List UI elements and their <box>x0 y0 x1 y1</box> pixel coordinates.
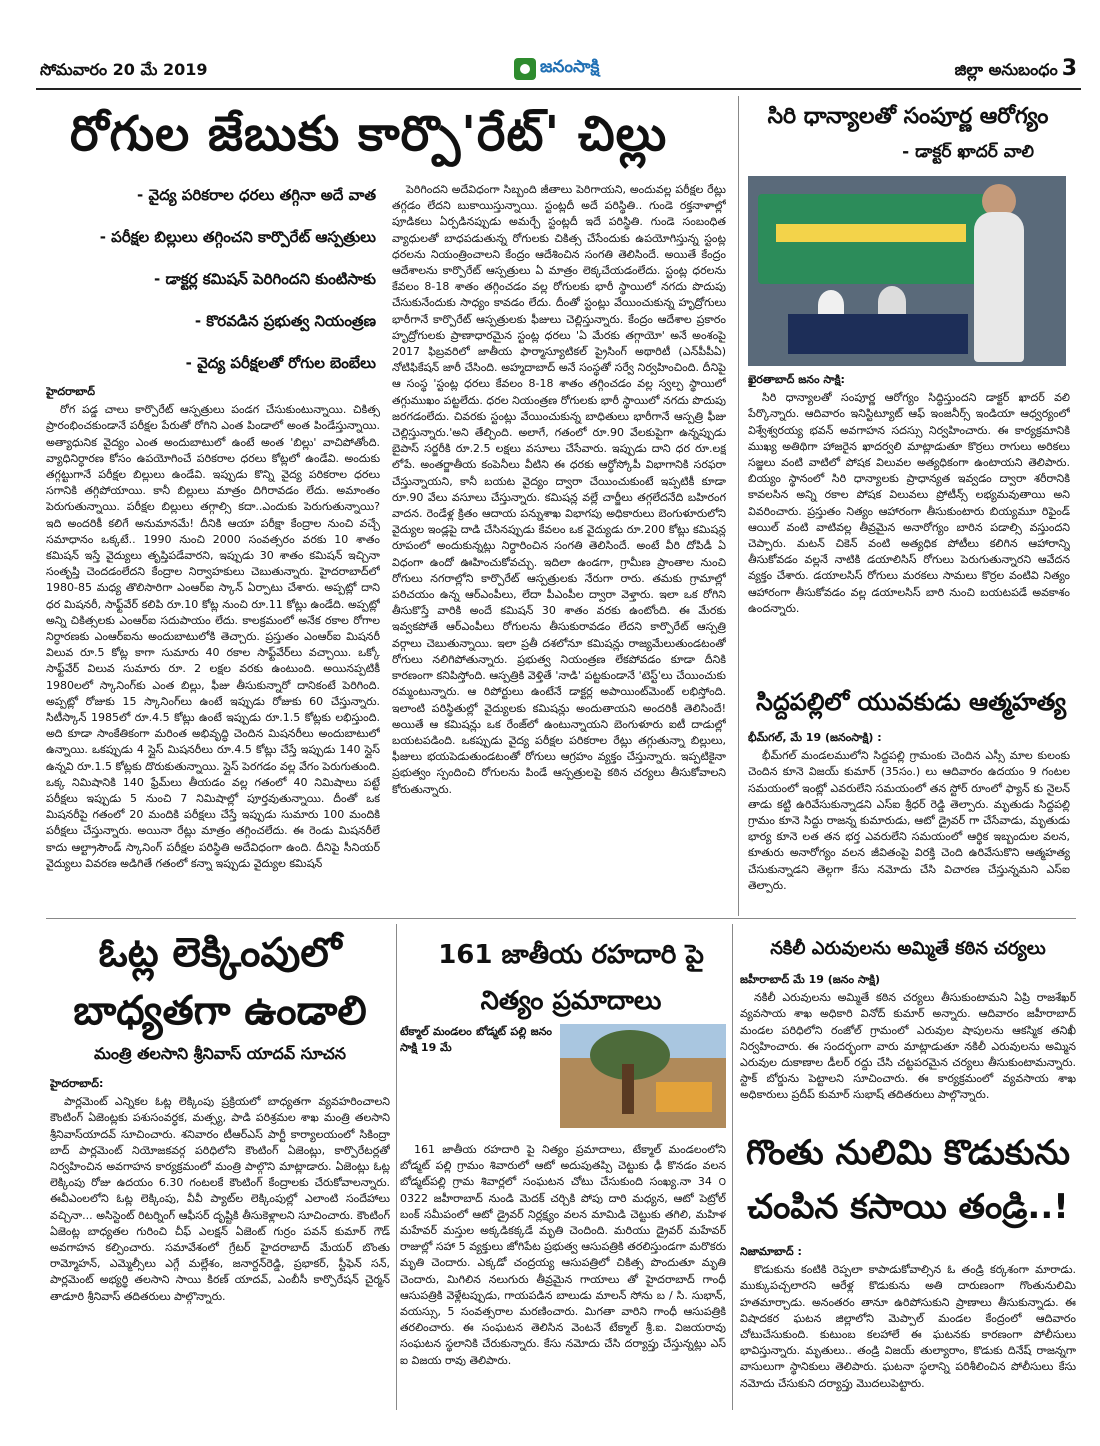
suicide-column <box>748 730 1070 914</box>
masthead <box>36 54 1081 86</box>
votes-subhead: మంత్రి తలసాని శ్రీనివాస్ యాదవ్ సూచన <box>93 1044 347 1063</box>
column-divider <box>732 924 733 1410</box>
masthead-rule <box>36 88 1081 90</box>
votes-dateline: హైదరాబాద్: <box>50 1077 104 1090</box>
column-divider <box>738 96 739 916</box>
lead-bullet: - పరీక్షల బిల్లులు తగ్గించని కార్పొరేట్ ఆస్పత్రులు <box>99 228 376 246</box>
votes-headline: ఓట్ల లెక్కింపులో బాధ్యతగా ఉండాలి <box>73 930 367 1034</box>
butcher-column <box>740 1244 1076 1408</box>
lead-body-2: పెరిగిందని అదేవిధంగా సిబ్బంది జీతాలు పెరిగాయని, అందువల్ల పరీక్షల రేట్లు తగ్గడం లేదని బుకాయిస్తున్నాయి. స్టంట్లదీ అదే పరిస్థితి.. గుండె రక్తనాళాల్లో పూడికలు ఏర్పడినప్పుడు అమర్చే స్టంట్లదీ ఇదే పరిస్థితి. గుండె సంబంధిత వ్యాధులతో బాధపడుతున్న రోగులకు చికిత్స చేసేందుకు ఉపయోగిస్తున్న స్టంట్ల ధరలను నియంత్రించాలని కేంద్రం ఆదేశించిన సంగతి తెలిసిందే. అయితే కేంద్రం ఆదేశాలను కార్పొరేట్ ఆస్పత్రులు ఏ మాత్రం లెక్కచేయడంలేదు. స్టంట్ల ధరలను కేవలం 8-18 శాతం తగ్గించడం వల్ల రోగులకు భారీ స్థాయిలో నగదు పొదుపు చేసుకునేందుకు సాధ్యం కావడం లేదు. దీంతో స్టంట్లు వేయించుకున్న హృద్రోగులు భారీగానే కార్పొరేట్ ఆస్పత్రులకు ఫీజులు చెల్లిస్తున్నారు. కేంద్రం ఆదేశాల ప్రకారం హృద్రోగులకు ప్రాణాధారమైన స్టంట్ల ధరలు 'ఏ మేరకు తగ్గాయో' అనే అంశంపై 2017 ఫిబ్రవరిలో జాతీయ ఫార్మాస్యూటికల్ ప్రైసింగ్ అథారిటీ (ఎన్‌పీపీఏ) నోటిఫికేషన్ జారీ చేసింది. అహ్మదాబాద్ అనే సంస్థతో సర్వే నిర్వహించింది. దీనిపై ఆ సంస్థ 'స్టంట్ల ధరలు కేవలం 8-18 శాతం తగ్గించడం వల్ల స్వల్ప స్థాయిలో తగ్గుముఖం పట్టలేదు. ధరల నియంత్రణ రోగులకు భారీ స్థాయిలో నగదు పొదుపు జరగడంలేదు. చివరకు స్టంట్లు వేయించుకున్న బాధితులు భారీగానే ఆస్పత్రి ఫీజు చెల్లిస్తున్నారు.'అని తేల్చింది. అలాగే, గతంలో రూ.90 వేలకుపైగా ఉన్నప్పుడు బైపాస్ సర్జరీకి రూ.2.5 లక్షలు వసూలు చేసేవారు. ఇప్పుడు దాని ధర రూ.లక్ష లోపే. అంతర్జాతీయ కంపెనీలు వీటిని ఈ ధరకు ఆర్థోస్కోపీ విభాగానికి సరఫరా చేస్తున్నాయని, కానీ బయట వైద్యం ద్వారా చేయించుకుంటే ఇప్పటికీ కూడా రూ.90 వేలు వసూలు చేస్తున్నారు. కమిషన్ల వల్లే చార్జీలు తగ్గలేదనేది బహిరంగ వాదన. రెండేళ్ల క్రితం ఆదాయ పన్నుశాఖ విభాగపు అధికారులు బెంగుళూరులోని వైద్యుల ఇండ్లపై దాడి చేసినప్పుడు కేవలం ఒక వైద్యుడు రూ.200 కోట్లు కమిషన్ల రూపంలో అందుకున్నట్లు నిర్ధారించిన సంగతి తెలిసిందే. అంటే వీరి దోపిడీ ఏ విధంగా ఉందో ఊహించుకోవచ్చు. ఇదిలా ఉండగా, గ్రామీణ ప్రాంతాల నుంచి రోగులు నగరాల్లోని కార్పొరేట్ ఆస్పత్రులకు నేరుగా రారు. తమకు గ్రామాల్లో పరిచయం ఉన్న ఆర్ఎంపీలు, లేదా పీఎంపీల ద్వారా వెళ్తారు. ఇలా ఒక రోగిని తీసుకొస్తే వారికి అందే కమిషన్ 30 శాతం వరకు ఉంటోంది. ఈ మేరకు ఇవ్వకపోతే ఆర్ఎంపీలు రోగులను తీసుకురావడం లేదని కార్పొరేట్ ఆస్పత్రి వర్గాలు చెబుతున్నాయి. ఇలా ప్రతీ దశలోనూ కమిషన్లు రాజ్యమేలుతుండటంతో రోగులు నలిగిపోతున్నారు. ప్రభుత్వ నియంత్రణ లేకపోవడం కూడా దీనికి కారణంగా కనిపిస్తోంది. ఆస్పత్రికి వెళ్తితే 'నాడి' పట్టకుండానే 'టెస్ట్'లు చేయించుకు రమ్మంటున్నారు. ఆ రిపోర్టులు ఉంటేనే డాక్టర్ల అపాయింట్‌మెంట్ లభిస్తోంది. ఇలాంటి పరిస్థితుల్లో వైద్యులకు కమిషన్లు అందుతాయని అందరికీ తెలిసిందే! అయితే ఆ కమిషన్లు ఒక రేంజ్‌లో ఉంటున్నాయని బెంగుళూరు ఐటీ దాడుల్లో బయటపడింది. ఒకప్పుడు వైద్య పరీక్షల పరికరాల రేట్లు తగ్గుతున్నా బిల్లులు, ఫీజులు భయపెడుతుండటంతో రోగులు ఆగ్రహం వ్యక్తం చేస్తున్నారు. ఇప్పటికైనా ప్రభుత్వం స్పందించి రోగులను పిండే ఆస్పత్రులపై కఠిన చర్యలు తీసుకోవాలని కోరుతున్నారు. <box>392 183 726 796</box>
lead-bullet: - వైద్య పరీక్షలతో రోగుల బెంబేలు <box>185 354 376 372</box>
highway-body: 161 జాతీయ రహదారి పై నిత్యం ప్రమాదాలు, టేక్మాల్ మండలంలోని బోడ్మట్ పల్లి గ్రామం శివారులో ఆటో అదుపుతప్పి చెట్టుకు ఢీ కొనడం వలన బోడ్మట్‌పల్లి గ్రామ శివార్లలో సంఘటన చోటు చేసుకుంది సంఖ్య.నా 34 ౦ 0322 జహీరాబాద్ నుండి మెదక్ చర్చికి పోపు దారి మధ్యన, ఆటో పెట్రోల్ బంక్ సమీపంలో ఆటో డ్రైవర్ నిర్లక్ష్యం వలన మామిడి చెట్టుకు తగిలి, మహిళ మహేవర్ మస్తుల అక్కడికక్కడే మృతి చెందింది. మరియు డ్రైవర్ మహేవర్ రాజుల్లో సహా 5 వ్యక్తులు జోగిపేట ప్రభుత్వ ఆసుపత్రికి తరలిస్తుండగా మరొకరు మృతి చెందారు. ఎక్కడో చంద్రయ్య ఆసుపత్రిలో చికిత్స పొందుతూ మృతి చెందారు, మిగిలిన నలుగురు తీవ్రమైన గాయాలు తో హైదరాబాద్ గాంధీ ఆసుపత్రికి వెళ్లేటప్పుడు, గాయపడిన బాలుడు మాలన్ సోను బ / సి. సుభాన్, వయస్సు, 5 సంవత్సరాల మరణించారు. మిగతా వారిని గాంధీ ఆసుపత్రికి తరలించారు. ఈ సంఘటన తెలిసిన వెంటనే టేక్మాల్ శ్రీ.ఐ. విజయరావు సంఘటన స్థలానికి చేరుకున్నారు. కేసు నమోదు చేసి దర్యాప్తు చేస్తున్నట్లు ఎస్ ఐ విజయ రావు తెలిపారు. <box>400 1143 726 1367</box>
section-label <box>955 56 1077 83</box>
newspaper-name: జనంసాక్షి <box>540 57 600 77</box>
accident-photo <box>560 1024 726 1128</box>
lead-column-1 <box>46 384 380 912</box>
seminar-photo <box>748 176 1066 366</box>
issue-date: సోమవారం 20 మే 2019 <box>40 60 208 79</box>
highway-column-top <box>400 1024 552 1136</box>
section-name: జిల్లా అనుబంధం <box>954 60 1058 79</box>
butcher-body: కొడుకును కంటికి రెప్పలా కాపాడుకోవాల్సిన ఓ తండ్రి కర్కశంగా మారాడు. ముక్కుపచ్చలారని ఆరేళ్ల కొడుకును అతి దారుణంగా గొంతునులిమి హతమార్చాడు. అనంతరం తానూ ఉరిపోసుకుని ప్రాణాలు తీసుకున్నాడు. ఈ విషాదకర ఘటన జిల్లాలోని మెప్పాల్ మండల కేంద్రంలో ఆదివారం చోటుచేసుకుంది. కుటుంబ కలహాలే ఈ ఘటనకు కారణంగా పోలీసులు భావిస్తున్నారు. మృతులు.. తండ్రి విజయ్ తుల్యారాం, కొడుకు దినేష్ రాజన్నగా వాసులుగా స్థానికులు తెలిపారు. ఘటనా స్థలాన్ని పరిశీలించిన పోలీసులు కేసు నమోదు చేసుకుని దర్యాప్తు మొదలుపెట్టారు. <box>740 1263 1076 1390</box>
butcher-headline: గొంతు నులిమి కొడుకును చంపిన కసాయి తండ్రి..! <box>746 1133 1070 1227</box>
newspaper-logo <box>514 54 599 84</box>
millet-byline: - డాక్టర్ ఖాదర్ వాలి <box>902 142 1034 162</box>
millet-headline: సిరి ధాన్యాలతో సంపూర్ణ ఆరోగ్యం <box>767 104 1049 129</box>
fertilizer-column <box>740 972 1076 1120</box>
lead-bullets <box>46 186 376 396</box>
suicide-body: భీమ్‌గల్ మండలములోని సిద్దపల్లి గ్రామంకు చెందిన ఎస్సీ మాల కులంకు చెందిన కూనె విజయ్ కుమార్ (35సం.) లు ఆదివారం ఉదయం 9 గంటల సమయంలో ఇంట్లో ఎవరులేని సమయంలో తన స్టోర్ రూంలో ఫ్యాన్ కు నైలన్ తాడు కట్టి ఉరివేసుకున్నాడని ఎస్ఐ శ్రీధర్ రెడ్డి తెల్పారు. మృతుడు సిద్దపల్లి గ్రామం కూనె సిద్దు రాజన్న కుమారుడు, ఆటో డ్రైవర్ గా చేసేవాడు, మృతుడు భార్య కూనె లత తన భర్త ఎవరులేని సమయంలో ఆర్థిక ఇబ్బందుల వలన, కూతురు అనారోగ్యం వలన జీవితంపై విరక్తి చెంది ఉరివేసుకొని ఆత్మహత్య చేసుకున్నాడని తెల్గగా కేసు నమోదు చేసి విచారణ చేస్తున్నమని ఎస్ఐ తెల్పారు. <box>748 749 1070 892</box>
column-divider <box>396 924 397 1410</box>
section-divider <box>46 918 1076 919</box>
logo-emblem-icon <box>514 58 536 80</box>
votes-body: పార్లమెంట్ ఎన్నికల ఓట్ల లెక్కింపు ప్రక్రియలో బాధ్యతగా వ్యవహరించాలని కౌంటింగ్ ఏజెంట్లకు పశుసంవర్ధక, మత్స్య, పాడి పరిశ్రమల శాఖ మంత్రి తలసాని శ్రీనివాస్‌యాదవ్ సూచించారు. శనివారం టీఆర్ఎస్ పార్టీ కార్యాలయంలో సికింద్రా బాద్ పార్లమెంట్ నియోజకవర్గ పరిధిలోని కౌంటింగ్ ఏజెంట్లు, కార్పొరేటర్లతో నిర్వహించిన అవగాహన కార్యక్రమంలో మంత్రి పాల్గొని మాట్లాడారు. ఏజెంట్లు ఓట్ల లెక్కింపు రోజు ఉదయం 6.30 గంటలకే కౌంటింగ్ కేంద్రాలకు చేరుకోవాలన్నారు. ఈవీఎంలలోని ఓట్ల లెక్కింపు, వీవీ ప్యాట్‌ల లెక్కింపుల్లో ఎలాంటి సందేహాలు వచ్చినా... అసిస్టెంట్ రిటర్నింగ్ ఆఫీసర్ దృష్టికి తీసుకెళ్లాలని సూచించారు. కౌంటింగ్ ఏజెంట్ల బాధ్యతల గురించి చీఫ్ ఎలక్షన్ ఏజెంట్ గుర్రం పవన్ కుమార్ గౌడ్ అవగాహన కల్పించారు. సమావేశంలో గ్రేటర్ హైదరాబాద్ మేయర్ బొంతు రామ్మోహన్, ఎమ్మెల్సీలు ఎగ్గే మల్లేశం, జనార్దన్‌రెడ్డి, ప్రభాకర్, స్టీఫెన్ సన్, పార్లమెంట్ అభ్యర్థి తలసాని సాయి కిరణ్ యాదవ్, ఎంబీసీ కార్పొరేషన్ చైర్మన్ తాడూరి శ్రీనివాస్ తదితరులు పాల్గొన్నారు. <box>50 1095 390 1303</box>
suicide-dateline: భీమ్‌గల్, మే 19 (జనంసాక్షి) : <box>748 731 882 744</box>
highway-dateline: టేక్మాల్ మండలం బోడ్మట్ పల్లి జనం సాక్షి 19 మే <box>400 1025 552 1055</box>
highway-column <box>400 1142 726 1406</box>
page-number: 3 <box>1061 56 1077 81</box>
lead-bullet: - వైద్య పరికరాల ధరలు తగ్గినా అదే వాత <box>137 186 376 204</box>
lead-bullet: - కొరవడిన ప్రభుత్వ నియంత్రణ <box>194 312 376 330</box>
suicide-headline: సిద్దపల్లిలో యువకుడు ఆత్మహత్య <box>756 688 1067 716</box>
lead-dateline: హైదరాబాద్ <box>46 385 95 398</box>
fertilizer-headline: నకిలీ ఎరువులను అమ్మితే కఠిన చర్యలు <box>770 938 1046 959</box>
highway-headline: 161 జాతీయ రహదారి పై నిత్యం ప్రమాదాలు <box>438 940 704 1016</box>
millet-column <box>748 372 1070 676</box>
lead-column-2 <box>392 182 726 912</box>
fertilizer-body: నకిలీ ఎరువులను అమ్మితే కఠిన చర్యలు తీసుకుంటామని ఏప్రి రాజశేఖర్ వ్యవసాయ శాఖ అధికారి వినోద్ కుమార్ అన్నారు. ఆదివారం జహీరాబాద్ మండల పరిధిలోని రంజోల్ గ్రామంలో ఎరువుల షాపులను ఆకస్మిక తనిఖీ నిర్వహించారు. ఈ సందర్భంగా వారు మాట్లాడుతూ నకిలీ ఎరువులను అమ్మిన ఎరువుల దుకాణాల డీలర్ రద్దు చేసి చట్టపరమైన చర్యలు తీసుకుంటామన్నారు. స్టాక్ బోర్డును పెట్టాలని సూచించారు. ఈ కార్యక్రమంలో వ్యవసాయ శాఖ అధికారులు ప్రదీప్ కుమార్ సుభాష్ తదితరులు పాల్గొన్నారు. <box>740 991 1076 1102</box>
lead-body-1: రోగ పడ్డ చాలు కార్పొరేట్ ఆస్పత్రులు పండగ చేసుకుంటున్నాయి. చికిత్స ప్రారంభించకుండానే పరీక్షల పేరుతో రోగిని ఎంత పిండాలో అంత పిండేస్తున్నాయి. అత్యాధునిక వైద్యం ఎంత అందుబాటులో ఉంటే అంత 'బిల్లు' వాచిపోతోంది. వ్యాధినిర్ధారణ కోసం ఉపయోగించే పరికరాల ధరలు కోట్లలో ఉండేవి. అందుకు తగ్గట్టుగానే పరీక్షల బిల్లులు ఉండేవి. ఇప్పుడు కొన్ని వైద్య పరికరాల ధరలు సగానికి తగ్గిపోయాయి. కానీ బిల్లులు మాత్రం దిగిరావడం లేదు. అమాంతం పెరుగుతున్నాయి. పరీక్షల బిల్లులు తగ్గాల్సి కదా..ఎందుకు పెరుగుతున్నాయి? ఇది అందరికీ కలిగే అనుమానమే! దీనికి ఆయా పరీక్షా కేంద్రాల నుంచి వచ్చే సమాధానం ఒక్కటే.. 1990 నుంచి 2000 సంవత్సరం వరకు 10 శాతం కమిషన్ ఇస్తే వైద్యులు తృప్తిపడేవారని, ఇప్పుడు 30 శాతం కమిషన్ ఇచ్చినా సంతృప్తి చెందడంలేదని కేంద్రాల నిర్వాహకులు చెబుతున్నారు. హైదరాబాద్‌లో 1980-85 మధ్య తొలిసారిగా ఎంఆర్ఐ స్కాన్ ఏర్పాటు చేశారు. అప్పట్లో దాని ధర మిషనరీ, సాఫ్ట్‌వేర్ కలిపి రూ.10 కోట్ల నుంచి రూ.11 కోట్లు ఉండేది. అప్పట్లో అన్ని చికిత్సలకు ఎంఆర్ఐ సదుపాయం లేదు. కాలక్రమంలో అనేక రకాల రోగాల నిర్ధారణకు ఎంఆర్ఐను అందుబాటులోకి తెచ్చారు. ప్రస్తుతం ఎంఆర్ఐ మిషనరీ విలువ రూ.5 కోట్ల కాగా సుమారు 40 రకాల సాఫ్ట్‌వేర్‌లు వచ్చాయి. ఒక్కో సాఫ్ట్‌వేర్ విలువ సుమారు రూ. 2 లక్షల వరకు ఉంటుంది. అయినప్పటికీ 1980లలో స్కానింగ్‌కు ఎంత బిల్లు, ఫీజు తీసుకున్నారో దానికంటే పెరిగింది. అప్పట్లో రోజుకు 15 స్కానింగ్‌లు ఉంటే ఇప్పుడు రోజుకు 60 చేస్తున్నారు. సిటీస్కాన్ 1985లో రూ.4.5 కోట్లు ఉంటే ఇప్పుడు రూ.1.5 కోట్లకు లభిస్తుంది. అది కూడా సాంకేతికంగా మరింత అభివృద్ధి చెందిన మిషనరీలు అందుబాటులో ఉన్నాయి. ఒకప్పుడు 4 స్లైస్ మిషనరీలు రూ.4.5 కోట్లు చేస్తే ఇప్పుడు 140 స్లైస్ ఉన్నవి రూ.1.5 కోట్లకు దొరుకుతున్నాయి. స్లైస్ పెరగడం వల్ల వేగం పెరుగుతుంది. ఒక్క నిమిషానికి 140 ఫ్రేమ్‌లు తీయడం వల్ల గతంలో 40 నిమిషాలు పట్టే పరీక్షలు ఇప్పుడు 5 నుంచి 7 నిమిషాల్లో పూర్తవుతున్నాయి. దీంతో ఒక మిషనరీపై గతంలో 20 మందికి పరీక్షలు చేస్తే ఇప్పుడు సుమారు 100 మందికి పరీక్షలు చేస్తున్నారు. అయినా రేట్లు మాత్రం తగ్గించలేదు. ఈ రెండు మిషనరీలే కాదు ఆల్ట్రాసౌండ్ స్కానింగ్ పరీక్షల పరిస్థితి అదేవిధంగా ఉంది. దీనిపై సీనియర్ వైద్యులు వివరణ అడిగితే గతంలో కన్నా ఇప్పుడు వైద్యుల కమిషన్ <box>46 403 380 870</box>
millet-body: సిరి ధాన్యాలతో సంపూర్ణ ఆరోగ్యం సిద్ధిస్తుందని డాక్టర్ ఖాదర్ వలి పేర్కొన్నారు. ఆదివారం ఇనిస్టిట్యూట్ ఆఫ్ ఇంజనీర్స్ ఇండియా ఆధ్వర్యంలో విశ్వేశ్వరయ్య భవన్ అవగాహన సదస్సు నిర్వహించారు. ఈ కార్యక్రమానికి ముఖ్య అతిథిగా హాజరైన ఖాదర్వలి మాట్లాడుతూ కొర్రలు రాగులు అరికలు సజ్జలు వంటి వాటిలో పోషక విలువల అత్యధికంగా ఉంటాయని తెలిపారు. బియ్యం స్థానంలో సిరి ధాన్యాలకు ప్రాధాన్యత ఇవ్వడం ద్వారా శరీరానికి కావలసిన అన్ని రకాల పోషక విలువలు ప్రోటీన్స్ లభ్యమవుతాయి అని వివరించారు. ప్రస్తుతం నిత్యం ఆహారంగా తీసుకుంటారు బియ్యమూ రిఫైండ్ ఆయిల్ వంటి వాటివల్ల తీవ్రమైన అనారోగ్యం బారిన పడాల్సి వస్తుందని చెప్పారు. మటన్ చికెన్ వంటి అత్యధిక పోటీలు కలిగిన ఆహారాన్ని తీసుకోవడం వల్లనే నాటికి డయాలిసిస్ రోగులు పెరుగుతున్నారని ఆవేదన వ్యక్తం చేశారు. డయాలసిస్ రోగులు మరకలు సామలు కొర్రల వంటివి నిత్యం ఆహారంగా తీసుకోవడం వల్ల డయాలసిస్ బారి నుంచి బయటపడే అవకాశం ఉందన్నారు. <box>748 391 1070 615</box>
lead-bullet: - డాక్టర్ల కమిషన్ పెరిగిందని కుంటిసాకు <box>154 270 376 288</box>
butcher-dateline: నిజామాబాద్ : <box>740 1245 802 1258</box>
millet-dateline: ఖైరతాబాద్ జనం సాక్షి: <box>748 373 845 386</box>
fertilizer-dateline: జహీరాబాద్ మే 19 (జనం సాక్షి) <box>740 973 881 986</box>
lead-headline: రోగుల జేబుకు కార్పొ'రేట్' చిల్లు <box>70 106 668 162</box>
votes-column <box>50 1076 390 1406</box>
